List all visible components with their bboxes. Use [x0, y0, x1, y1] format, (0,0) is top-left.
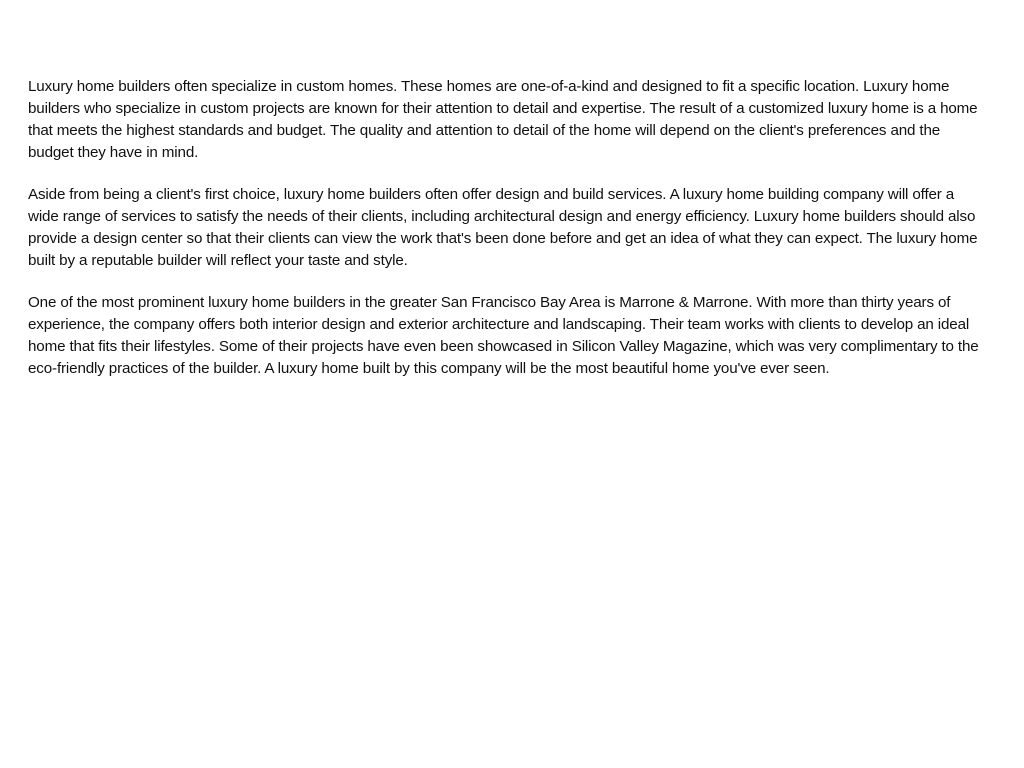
body-text	[28, 76, 988, 400]
paragraph-design-build-services: Aside from being a client's first choice, luxury home builders often offer design and build services. A luxury home building company will offer a wide range of services to satisfy the needs of their clients, including architectural design and energy efficiency. Luxury home builders should also provide a design center so that their clients can view the work that's been done before and get an idea of what they can expect. The luxury home built by a reputable builder will reflect your taste and style.	[28, 186, 978, 269]
paragraph-custom-homes: Luxury home builders often specialize in custom homes. These homes are one-of-a-kind and designed to fit a specific location. Luxury home builders who specialize in custom projects are known for their attention to detail and expertise. The result of a customized luxury home is a home that meets the highest standards and budget. The quality and attention to detail of the home will depend on the client's preferences and the budget they have in mind.	[28, 78, 978, 161]
paragraph-marrone-and-marrone: One of the most prominent luxury home builders in the greater San Francisco Bay Area is Marrone & Marrone. With more than thirty years of experience, the company offers both interior design and exterior architecture and landscaping. Their team works with clients to develop an ideal home that fits their lifestyles. Some of their projects have even been showcased in Silicon Valley Magazine, which was very complimentary to the eco-friendly practices of the builder. A luxury home built by this company will be the most beautiful home you've ever seen.	[28, 294, 979, 377]
